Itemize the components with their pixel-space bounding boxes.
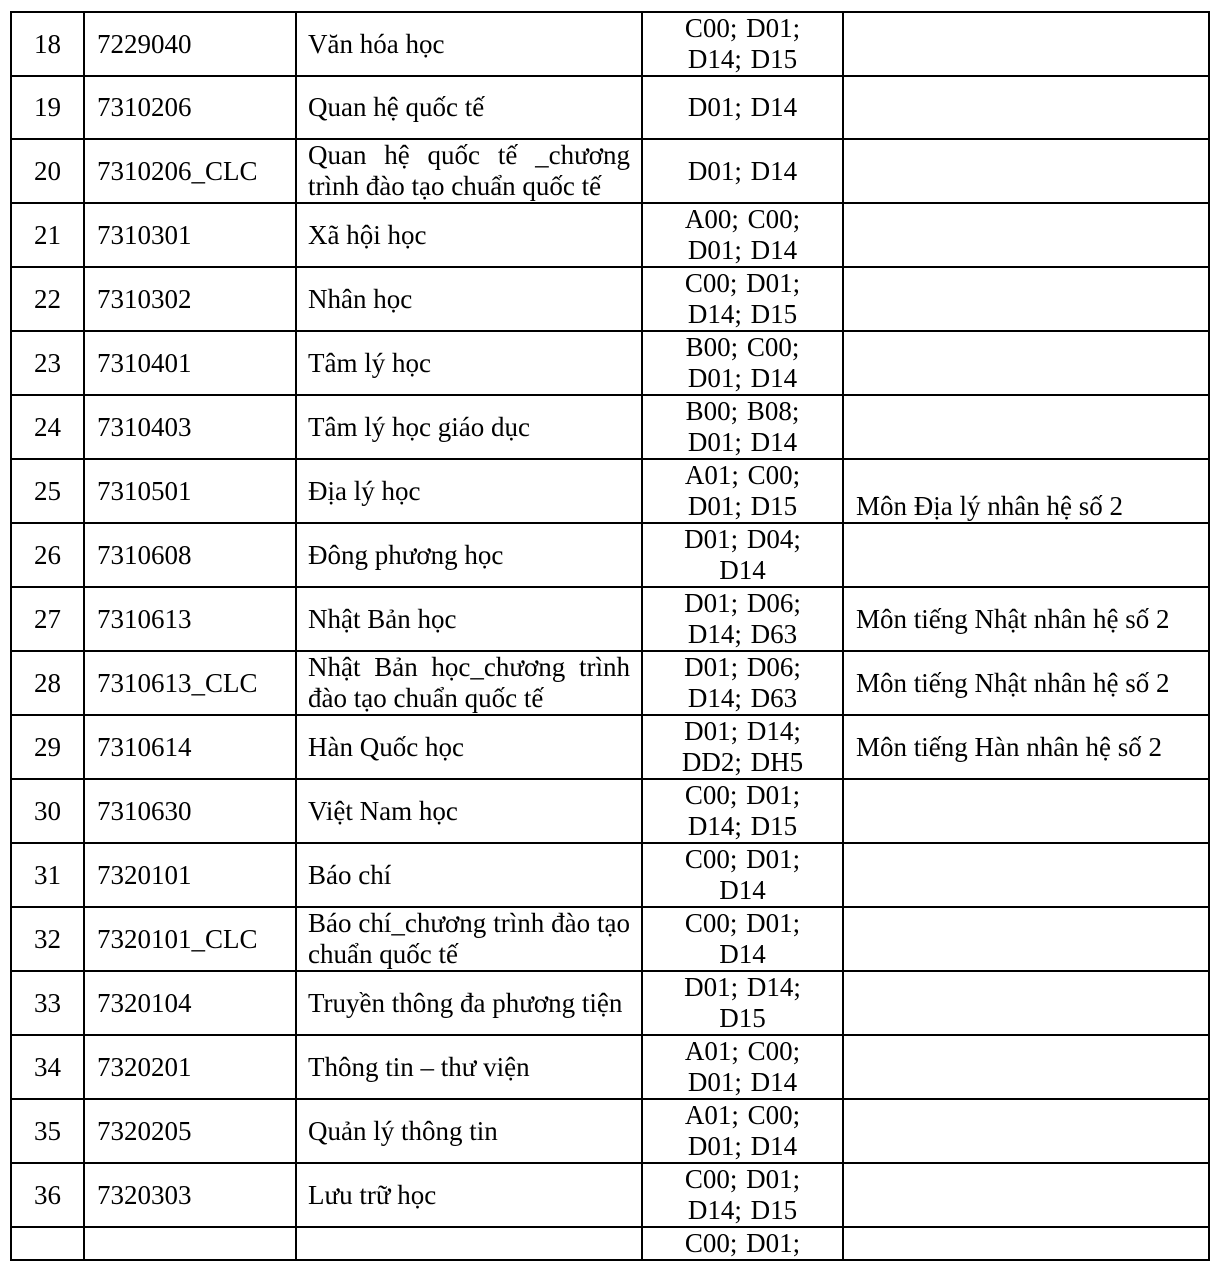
major-code: 7310613 xyxy=(84,587,296,651)
combo-line-2: D01; D14 xyxy=(687,235,798,265)
combo-line-1: C00; D01; xyxy=(684,1164,801,1194)
combo-line-1: D01; D14 xyxy=(687,155,798,186)
row-number: 21 xyxy=(11,203,84,267)
major-code: 7310401 xyxy=(84,331,296,395)
major-code: 7320201 xyxy=(84,1035,296,1099)
row-number: 25 xyxy=(11,459,84,523)
major-code: 7320101 xyxy=(84,843,296,907)
major-code: 7320104 xyxy=(84,971,296,1035)
row-number: 27 xyxy=(11,587,84,651)
note: Môn tiếng Nhật nhân hệ số 2 xyxy=(843,651,1209,715)
row-number: 26 xyxy=(11,523,84,587)
major-code: 7229040 xyxy=(84,12,296,76)
row-number: 23 xyxy=(11,331,84,395)
subject-combinations xyxy=(642,715,843,779)
combo-line-2: D14; D15 xyxy=(687,811,798,841)
subject-combinations xyxy=(642,971,843,1035)
major-name: Quản lý thông tin xyxy=(296,1099,642,1163)
combo-line-1: C00; D01; xyxy=(684,844,801,874)
table-row-partial xyxy=(11,1227,1209,1260)
major-name: Quan hệ quốc tế xyxy=(296,76,642,139)
combo-line-1: D01; D14 xyxy=(687,92,798,122)
subject-combinations xyxy=(642,76,843,139)
table-row xyxy=(11,203,1209,267)
note xyxy=(843,1099,1209,1163)
combo-line-2: D14 xyxy=(719,939,766,969)
major-name: Tâm lý học giáo dục xyxy=(296,395,642,459)
subject-combinations xyxy=(642,203,843,267)
combo-line-1: D01; D14; xyxy=(684,716,801,746)
row-number: 24 xyxy=(11,395,84,459)
major-code: 7320101_CLC xyxy=(84,907,296,971)
subject-combinations xyxy=(642,139,843,203)
major-code xyxy=(84,1227,296,1260)
row-number: 19 xyxy=(11,76,84,139)
note xyxy=(843,1227,1209,1260)
combo-line-1: A01; C00; xyxy=(684,1100,801,1130)
row-number: 35 xyxy=(11,1099,84,1163)
combo-line-1: A00; C00; xyxy=(684,204,801,234)
combo-line-2: D14; D63 xyxy=(687,683,798,713)
subject-combinations xyxy=(642,523,843,587)
table-body xyxy=(11,12,1209,1260)
subject-combinations xyxy=(642,459,843,523)
combo-line-1: C00; D01; xyxy=(684,1228,801,1258)
major-name: Nhật Bản học xyxy=(296,587,642,651)
subject-combinations xyxy=(642,12,843,76)
table-row xyxy=(11,139,1209,203)
major-name: Việt Nam học xyxy=(296,779,642,843)
row-number: 18 xyxy=(11,12,84,76)
subject-combinations xyxy=(642,1099,843,1163)
combo-line-1: C00; D01; xyxy=(684,780,801,810)
major-code: 7310206_CLC xyxy=(84,139,296,203)
combo-line-2: D14; D15 xyxy=(687,299,798,329)
row-number: 28 xyxy=(11,651,84,715)
combo-line-2: D01; D15 xyxy=(687,491,798,521)
note: Môn tiếng Hàn nhân hệ số 2 xyxy=(843,715,1209,779)
row-number: 29 xyxy=(11,715,84,779)
combo-line-1: B00; C00; xyxy=(685,332,800,362)
row-number xyxy=(11,1227,84,1260)
combo-line-1: D01; D06; xyxy=(684,652,801,682)
major-code: 7310608 xyxy=(84,523,296,587)
note xyxy=(843,203,1209,267)
note: Môn tiếng Nhật nhân hệ số 2 xyxy=(843,587,1209,651)
subject-combinations xyxy=(642,267,843,331)
combo-line-1: D01; D06; xyxy=(684,588,801,618)
subject-combinations xyxy=(642,1227,843,1260)
major-name: Nhân học xyxy=(296,267,642,331)
note xyxy=(843,843,1209,907)
major-name: Quan hệ quốc tế _chương trình đào tạo chuẩn quốc tế xyxy=(296,139,642,203)
row-number: 30 xyxy=(11,779,84,843)
combo-line-2: DD2; DH5 xyxy=(681,747,804,777)
major-name: Lưu trữ học xyxy=(296,1163,642,1227)
row-number: 36 xyxy=(11,1163,84,1227)
major-name: Văn hóa học xyxy=(296,12,642,76)
table-row xyxy=(11,395,1209,459)
note xyxy=(843,1163,1209,1227)
table-row xyxy=(11,459,1209,523)
table-row xyxy=(11,1035,1209,1099)
major-code: 7320205 xyxy=(84,1099,296,1163)
combo-line-2: D15 xyxy=(719,1003,766,1033)
table-row xyxy=(11,715,1209,779)
major-code: 7310630 xyxy=(84,779,296,843)
row-number: 31 xyxy=(11,843,84,907)
note xyxy=(843,907,1209,971)
combo-line-1: A01; C00; xyxy=(684,460,801,490)
combo-line-1: C00; D01; xyxy=(684,908,801,938)
subject-combinations xyxy=(642,651,843,715)
subject-combinations xyxy=(642,1163,843,1227)
note xyxy=(843,1035,1209,1099)
combo-line-2: D14; D15 xyxy=(687,44,798,74)
combo-line-2: D14 xyxy=(719,875,766,905)
table-row xyxy=(11,843,1209,907)
combo-line-2: D14 xyxy=(719,555,766,585)
table-row xyxy=(11,76,1209,139)
row-number: 22 xyxy=(11,267,84,331)
table-row xyxy=(11,1099,1209,1163)
major-name: Địa lý học xyxy=(296,459,642,523)
major-name: Báo chí xyxy=(296,843,642,907)
note xyxy=(843,139,1209,203)
major-code: 7310614 xyxy=(84,715,296,779)
major-name: Báo chí_chương trình đào tạo chuẩn quốc tế xyxy=(296,907,642,971)
subject-combinations xyxy=(642,907,843,971)
major-name: Hàn Quốc học xyxy=(296,715,642,779)
combo-line-2: D01; D14 xyxy=(687,1131,798,1161)
subject-combinations xyxy=(642,331,843,395)
combo-line-2: D14; D63 xyxy=(687,619,798,649)
combo-line-1: C00; D01; xyxy=(684,13,801,43)
subject-combinations xyxy=(642,587,843,651)
combo-line-1: D01; D04; xyxy=(684,524,801,554)
major-name: Thông tin – thư viện xyxy=(296,1035,642,1099)
note xyxy=(843,331,1209,395)
table-row xyxy=(11,12,1209,76)
table-row xyxy=(11,267,1209,331)
table-row xyxy=(11,907,1209,971)
combo-line-2: D14; D15 xyxy=(687,1195,798,1225)
note xyxy=(843,395,1209,459)
note xyxy=(843,267,1209,331)
combo-line-2: D01; D14 xyxy=(687,1067,798,1097)
subject-combinations xyxy=(642,395,843,459)
note xyxy=(843,523,1209,587)
major-name xyxy=(296,1227,642,1260)
note xyxy=(843,76,1209,139)
major-code: 7320303 xyxy=(84,1163,296,1227)
note xyxy=(843,12,1209,76)
note xyxy=(843,779,1209,843)
combo-line-1: B00; B08; xyxy=(685,396,800,426)
subject-combinations xyxy=(642,779,843,843)
note xyxy=(843,971,1209,1035)
row-number: 34 xyxy=(11,1035,84,1099)
table-row xyxy=(11,523,1209,587)
row-number: 32 xyxy=(11,907,84,971)
major-code: 7310301 xyxy=(84,203,296,267)
major-name: Xã hội học xyxy=(296,203,642,267)
major-code: 7310206 xyxy=(84,76,296,139)
combo-line-2: D01; D14 xyxy=(687,427,798,457)
combo-line-1: A01; C00; xyxy=(684,1036,801,1066)
table-row xyxy=(11,331,1209,395)
combo-line-2: D01; D14 xyxy=(687,363,798,393)
major-name: Truyền thông đa phương tiện xyxy=(296,971,642,1035)
major-code: 7310302 xyxy=(84,267,296,331)
major-code: 7310613_CLC xyxy=(84,651,296,715)
admission-table xyxy=(10,11,1210,1261)
major-code: 7310501 xyxy=(84,459,296,523)
major-code: 7310403 xyxy=(84,395,296,459)
table-row xyxy=(11,651,1209,715)
combo-line-1: D01; D14; xyxy=(684,972,801,1002)
table-row xyxy=(11,779,1209,843)
table-row xyxy=(11,971,1209,1035)
subject-combinations xyxy=(642,1035,843,1099)
subject-combinations xyxy=(642,843,843,907)
table-row xyxy=(11,587,1209,651)
table-row xyxy=(11,1163,1209,1227)
major-name: Nhật Bản học_chương trình đào tạo chuẩn quốc tế xyxy=(296,651,642,715)
row-number: 20 xyxy=(11,139,84,203)
row-number: 33 xyxy=(11,971,84,1035)
major-name: Tâm lý học xyxy=(296,331,642,395)
combo-line-1: C00; D01; xyxy=(684,268,801,298)
major-name: Đông phương học xyxy=(296,523,642,587)
note: Môn Địa lý nhân hệ số 2 xyxy=(843,459,1209,523)
